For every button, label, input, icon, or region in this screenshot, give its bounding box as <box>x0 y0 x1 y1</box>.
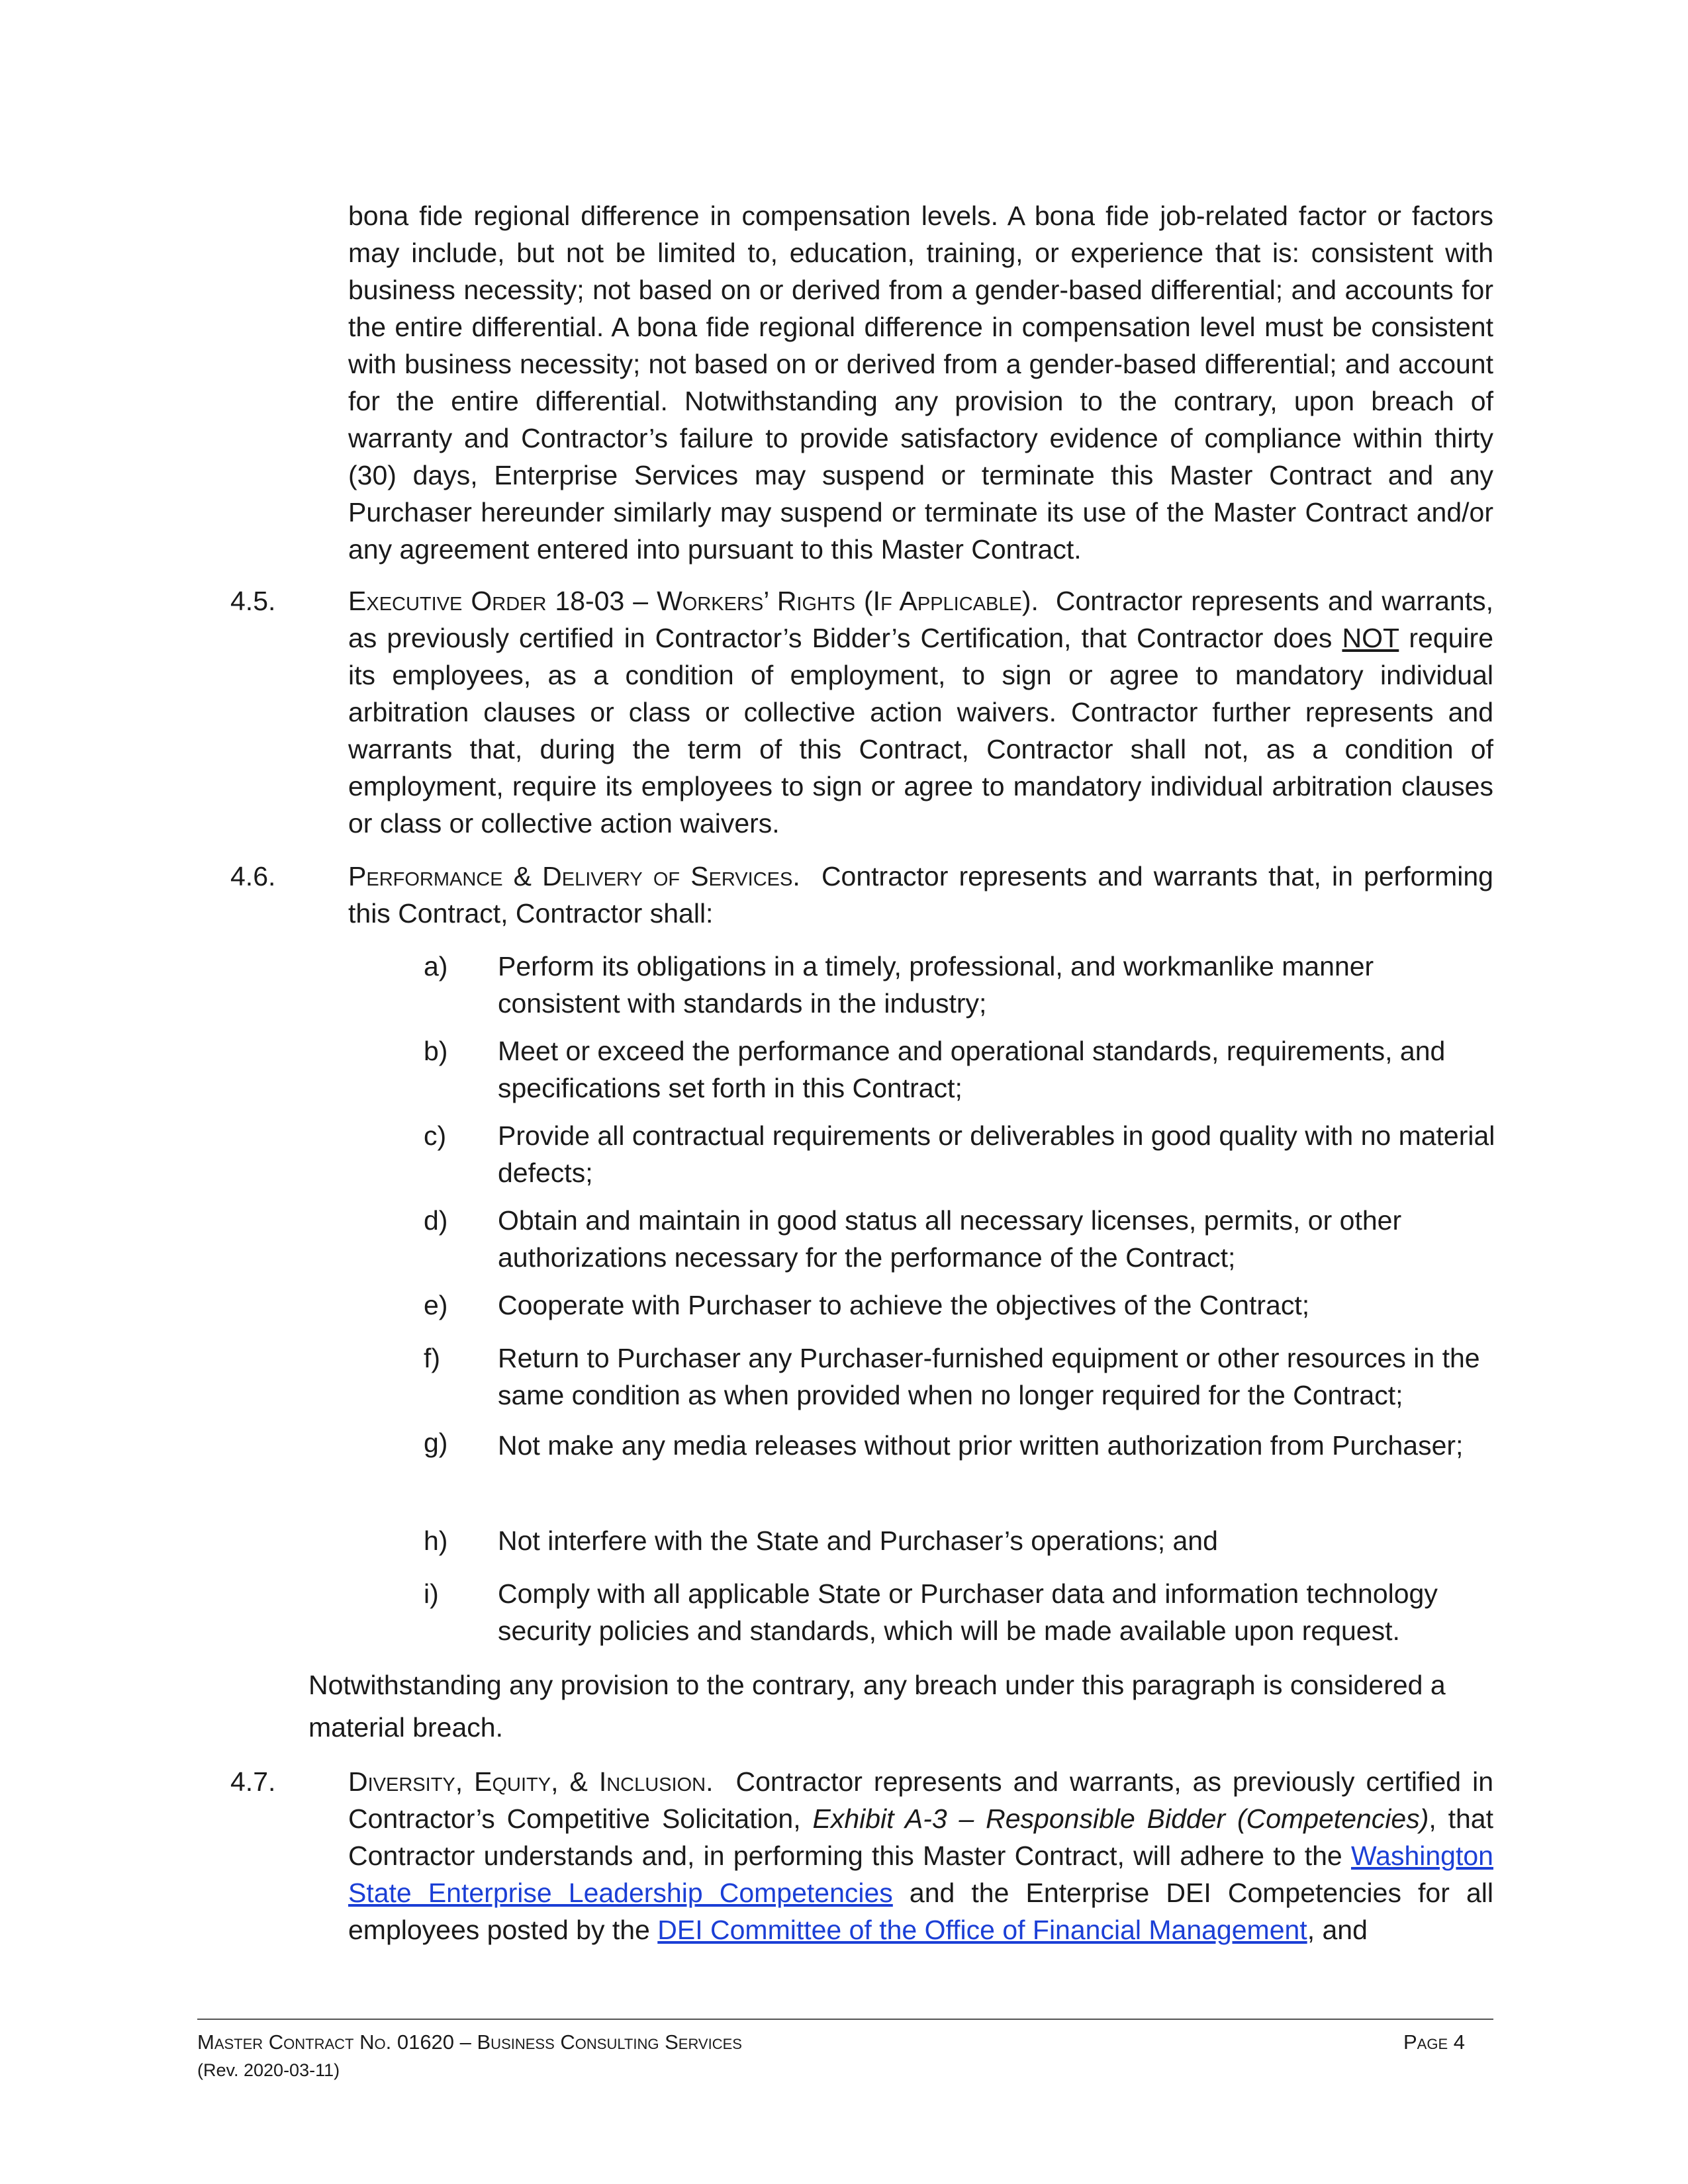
section-text: and the Enterprise DEI Competencies for all employees posted by the <box>348 1878 1493 1945</box>
section-text: Contractor represents and warrants, as previously certified in Contractor’s Competitive Solicitation, <box>348 1766 1494 1834</box>
list-marker: e) <box>424 1290 448 1320</box>
section-text: Contractor represents and warrants, as previously certified in Contractor’s Bidder’s Certification, that Contractor does <box>348 586 1493 653</box>
section-number: 4.7. <box>230 1766 276 1797</box>
list-text: Return to Purchaser any Purchaser-furnished equipment or other resources in the same condition as when provided when no longer required for the Contract; <box>498 1343 1480 1410</box>
section-body <box>348 858 1493 932</box>
section-text: , and <box>1307 1915 1368 1945</box>
dei-committee-link[interactable]: DEI Committee of the Office of Financial Management <box>657 1915 1307 1945</box>
footer-page-number: Page 4 <box>1403 2030 1465 2054</box>
list-marker: a) <box>424 951 448 981</box>
list-text: Not make any media releases without prior written authorization from Purchaser; <box>498 1430 1464 1461</box>
section-text: Contractor represents and warrants that, in performing this Contract, Contractor shall: <box>348 861 1493 929</box>
continuation-paragraph: bona fide regional difference in compensation levels. A bona fide job-related factor or factors may include, but not be limited to, education, training, or experience that is: consistent with business necessity; not based on or derived from a gender-based differential; and accounts for the entire differential. A bona fide regional difference in compensation level must be consistent with business necessity; not based on or derived from a gender-based differential; and account for the entire differential. Notwithstanding any provision to the contrary, upon breach of warranty and Contractor’s failure to provide satisfactory evidence of compliance within thirty (30) days, Enterprise Services may suspend or terminate this Master Contract and any Purchaser hereunder similarly may suspend or terminate its use of the Master Contract and/or any agreement entered into pursuant to this Master Contract. <box>348 201 1493 565</box>
list-marker: c) <box>424 1120 447 1151</box>
section-number: 4.5. <box>230 586 276 616</box>
list-text: Provide all contractual requirements or deliverables in good quality with no material defects; <box>498 1120 1495 1188</box>
section-4-7 <box>230 1763 1493 1955</box>
material-breach-note: Notwithstanding any provision to the contrary, any breach under this paragraph is considered a material breach. <box>308 1670 1446 1743</box>
section-heading: Performance & Delivery of Services. <box>348 861 800 891</box>
list-marker: g) <box>424 1428 448 1458</box>
list-text: Perform its obligations in a timely, professional, and workmanlike manner consistent with standards in the industry; <box>498 951 1374 1019</box>
section-4-6 <box>230 858 1493 937</box>
section-text: require its employees, as a condition of employment, to sign or agree to mandatory individual arbitration clauses or class or collective action waivers. Contractor further represents and warrants that, during the term of this Contract, Contractor shall not, as a condition of employment, require its employees to sign or agree to mandatory individual arbitration clauses or class or collective action waivers. <box>348 623 1493 839</box>
list-marker: b) <box>424 1036 448 1066</box>
list-marker: i) <box>424 1578 439 1609</box>
section-heading: Diversity, Equity, & Inclusion. <box>348 1766 714 1797</box>
list-text: Not interfere with the State and Purchaser’s operations; and <box>498 1525 1218 1556</box>
list-marker: f) <box>424 1343 441 1373</box>
exhibit-reference: Exhibit A-3 – Responsible Bidder (Competencies) <box>812 1803 1429 1834</box>
list-text: Meet or exceed the performance and operational standards, requirements, and specifications set forth in this Contract; <box>498 1036 1446 1103</box>
list-marker: d) <box>424 1205 448 1236</box>
footer-revision: (Rev. 2020-03-11) <box>197 2060 340 2080</box>
section-body <box>348 582 1493 842</box>
section-number: 4.6. <box>230 861 276 891</box>
emphasis-not: NOT <box>1342 623 1399 653</box>
list-text: Comply with all applicable State or Purchaser data and information technology security policies and standards, which will be made available upon request. <box>498 1578 1438 1646</box>
list-text: Obtain and maintain in good status all necessary licenses, permits, or other authorizations necessary for the performance of the Contract; <box>498 1205 1402 1273</box>
section-body <box>348 1763 1493 1948</box>
leadership-competencies-link[interactable]: Washington State Enterprise Leadership Competencies <box>348 1841 1493 1908</box>
section-text: , that Contractor understands and, in performing this Master Contract, will adhere to the <box>348 1803 1493 1871</box>
section-heading: Executive Order 18-03 – Workers’ Rights (If Applicable). <box>348 586 1039 616</box>
footer-divider <box>197 2019 1493 2020</box>
footer-contract-title: Master Contract No. 01620 – Business Consulting Services <box>197 2030 742 2054</box>
list-marker: h) <box>424 1525 448 1556</box>
section-4-5 <box>230 582 1493 847</box>
list-text: Cooperate with Purchaser to achieve the objectives of the Contract; <box>498 1290 1310 1320</box>
